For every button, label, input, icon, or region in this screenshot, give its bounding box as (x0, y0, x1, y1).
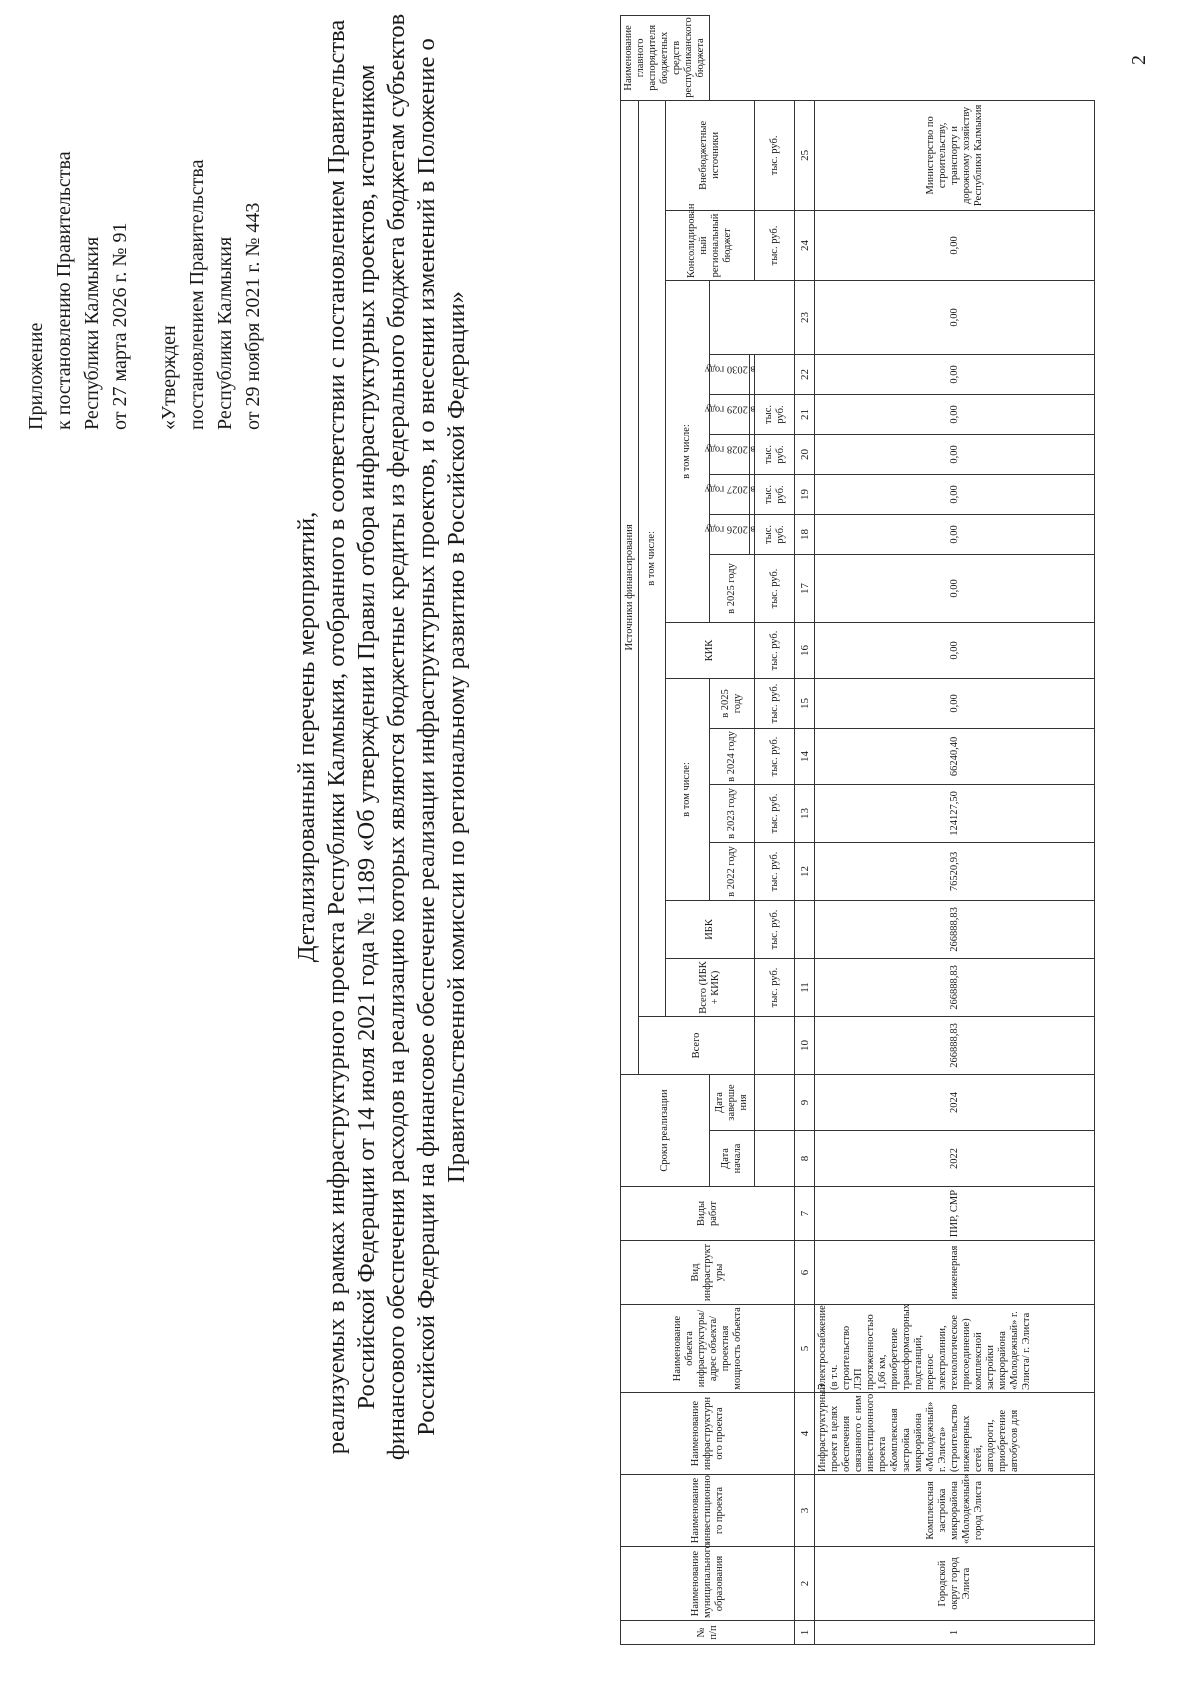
header-2023: в 2023 году (710, 784, 755, 842)
unit-cell: тыс. руб. (755, 900, 795, 958)
col-number: 25 (795, 100, 815, 210)
header-distributor: Наименование главного распорядителя бюджетных средств республиканского бюджета (621, 16, 710, 101)
row-end: 2024 (815, 1074, 1095, 1130)
header-offbudget: Внебюджетные источники (665, 100, 755, 210)
unit-cell: тыс. руб. (755, 622, 795, 678)
unit-cell: тыс. руб. (755, 678, 795, 728)
header-2025-kik: в 2025 году (710, 554, 755, 622)
header-end: Дата заверше ния (710, 1074, 755, 1130)
col-number: 17 (795, 554, 815, 622)
header-total-ibk-kik: Всего (ИБК + КИК) (665, 958, 755, 1016)
header-ibk: ИБК (665, 900, 755, 958)
row-infra-type: инженерная (815, 1241, 1095, 1305)
header-2025: в 2025 году (710, 678, 755, 728)
row-2026: 0,00 (815, 514, 1095, 554)
row-offbudget: 0,00 (815, 210, 1095, 280)
row-2022: 76520,93 (815, 842, 1095, 900)
col-number: 22 (795, 354, 815, 394)
row-2030: 0,00 (815, 354, 1095, 394)
col-number: 10 (795, 1016, 815, 1074)
header-kik-incl: в том числе: (665, 280, 710, 622)
header-2022: в 2022 году (710, 842, 755, 900)
approved-line: Республики Калмыкия (214, 236, 236, 430)
unit-cell: тыс. руб. (755, 554, 795, 622)
approved-block (155, 160, 267, 430)
row-2025-kik: 0,00 (815, 554, 1095, 622)
row-start: 2022 (815, 1131, 1095, 1187)
col-number: 19 (795, 474, 815, 514)
unit-cell: тыс. руб. (755, 474, 795, 514)
col-number: 16 (795, 622, 815, 678)
col-number: 5 (795, 1305, 815, 1393)
row-kik: 0,00 (815, 622, 1095, 678)
unit-cell: тыс. руб. (755, 210, 795, 280)
appendix-line: к постановлению Правительства (53, 151, 75, 430)
title-line: Российской Федерации от 14 июля 2021 года № 1189 «Об утверждении Правил отбора инфраструктурных проектов, источником (353, 64, 380, 1410)
row-consolidated: 0,00 (815, 280, 1095, 354)
row-total: 266888,83 (815, 1016, 1095, 1074)
unit-cell: тыс. руб. (755, 842, 795, 900)
header-municipality: Наименование муниципального образования (621, 1547, 795, 1621)
title-line: финансового обеспечения расходов на реализацию которых являются бюджетные кредиты из федерального бюджета бюджетам субъектов (383, 13, 410, 1461)
col-number: 3 (795, 1475, 815, 1547)
row-object: Электроснабжение (в т.ч. строительство ЛЭП протяженностью 1,66 км, приобретение трансформаторных подстанций, перенос электролинии, технологическое присоединение) комплексной застройки микрорайона «Молодежный» г. Элиста/ г. Элиста (815, 1305, 1095, 1393)
measures-table (620, 15, 1095, 1645)
title-line: Российской Федерации на финансовое обеспечение реализации инфраструктурных проектов, и о внесении изменений в Положение о (413, 38, 440, 1436)
header-ibk-incl: в том числе: (665, 678, 710, 900)
unit-blank (755, 1016, 795, 1074)
header-incl: в том числе: (639, 100, 666, 1016)
col-number-blank (795, 900, 815, 958)
header-start: Дата начала (710, 1131, 755, 1187)
appendix-block (22, 151, 134, 430)
col-number: 21 (795, 394, 815, 434)
appendix-line: Республики Калмыкия (81, 236, 103, 430)
header-2024: в 2024 году (710, 728, 755, 784)
header-kik: КИК (665, 622, 755, 678)
col-number: 11 (795, 958, 815, 1016)
title-line: Правительственной комиссии по региональному развитию в Российской Федерации» (443, 291, 470, 1183)
header-consolidated: Консолидирован ный региональный бюджет (665, 210, 755, 280)
col-number: 2 (795, 1547, 815, 1621)
row-2024: 66240,40 (815, 728, 1095, 784)
header-inv-project: Наименование инвестиционно го проекта (621, 1475, 795, 1547)
unit-cell: тыс. руб. (755, 434, 795, 474)
appendix-line: Приложение (25, 322, 47, 430)
col-number: 4 (795, 1393, 815, 1475)
unit-cell: тыс. руб. (755, 958, 795, 1016)
approved-line: постановлением Правительства (186, 159, 208, 430)
header-infra-type: Вид инфраструкт уры (621, 1241, 795, 1305)
row-work-types: ПИР, СМР (815, 1187, 1095, 1241)
col-number: 9 (795, 1074, 815, 1130)
header-num: № п/п (621, 1621, 795, 1645)
approved-line: «Утвержден (158, 325, 180, 430)
col-number: 23 (795, 280, 815, 354)
row-inv-project: Комплексная застройка микрорайона «Молодежный» город Элиста (815, 1475, 1095, 1547)
page-number: 2 (1128, 55, 1150, 65)
header-sources: Источники финансирования (621, 100, 639, 1074)
row-municipality: Городской округ город Элиста (815, 1547, 1095, 1621)
col-number: 1 (795, 1621, 815, 1645)
unit-blank (755, 1074, 795, 1130)
header-distributor-blank (710, 280, 795, 354)
title-line: Детализированный перечень мероприятий, (293, 511, 320, 963)
col-number: 14 (795, 728, 815, 784)
approved-line: от 29 ноября 2021 г. № 443 (242, 202, 264, 430)
row-ibk: 266888,83 (815, 900, 1095, 958)
header-2028: в 2028 году (710, 434, 750, 474)
col-number: 20 (795, 434, 815, 474)
header-terms: Сроки реализации (621, 1074, 710, 1186)
col-number: 13 (795, 784, 815, 842)
col-number: 24 (795, 210, 815, 280)
header-object: Наименование объекта инфраструктуры/ адрес объекта/ проектная мощность объекта (621, 1305, 795, 1393)
unit-cell: тыс. руб. (755, 100, 795, 210)
row-total-ibk-kik: 266888,83 (815, 958, 1095, 1016)
row-2023: 124127,50 (815, 784, 1095, 842)
col-number: 12 (795, 842, 815, 900)
header-infra-project: Наименование инфраструктурн ого проекта (621, 1393, 795, 1475)
row-2027: 0,00 (815, 474, 1095, 514)
header-work-types: Виды работ (621, 1187, 795, 1241)
unit-cell: тыс. руб. (755, 514, 795, 554)
header-2030: в 2030 году (710, 354, 750, 394)
header-2027: в 2027 году (710, 474, 750, 514)
title-line: реализуемых в рамках инфраструктурного проекта Республики Калмыкия, отобранного в соответствии с постановлением Правительства (323, 19, 350, 1455)
appendix-line: от 27 марта 2026 г. № 91 (109, 222, 131, 430)
header-2026: в 2026 году (710, 514, 750, 554)
row-infra-project: Инфраструктурный проект в целях обеспечения связанного с ним инвестиционного проекта «Комплексная застройка микрорайона «Молодежный» г. Элиста» (строительство инженерных сетей, автодороги, приобретение автобусов для (815, 1393, 1095, 1475)
header-2029: в 2029 году (710, 394, 750, 434)
col-number: 8 (795, 1131, 815, 1187)
row-2028: 0,00 (815, 434, 1095, 474)
col-number: 18 (795, 514, 815, 554)
unit-cell: тыс. руб. (755, 394, 795, 434)
col-number: 7 (795, 1187, 815, 1241)
col-number: 15 (795, 678, 815, 728)
row-2025: 0,00 (815, 678, 1095, 728)
header-total: Всего (639, 1016, 755, 1074)
col-number: 6 (795, 1241, 815, 1305)
unit-cell: тыс. руб. (755, 728, 795, 784)
unit-blank (755, 1131, 795, 1187)
row-2029: 0,00 (815, 394, 1095, 434)
unit-cell: тыс. руб. (755, 784, 795, 842)
row-num: 1 (815, 1621, 1095, 1645)
row-distributor: Министерство по строительству, транспорту и дорожному хозяйству Республики Калмыкия (815, 100, 1095, 210)
document-title (292, 0, 472, 1567)
unit-blank (755, 354, 795, 394)
